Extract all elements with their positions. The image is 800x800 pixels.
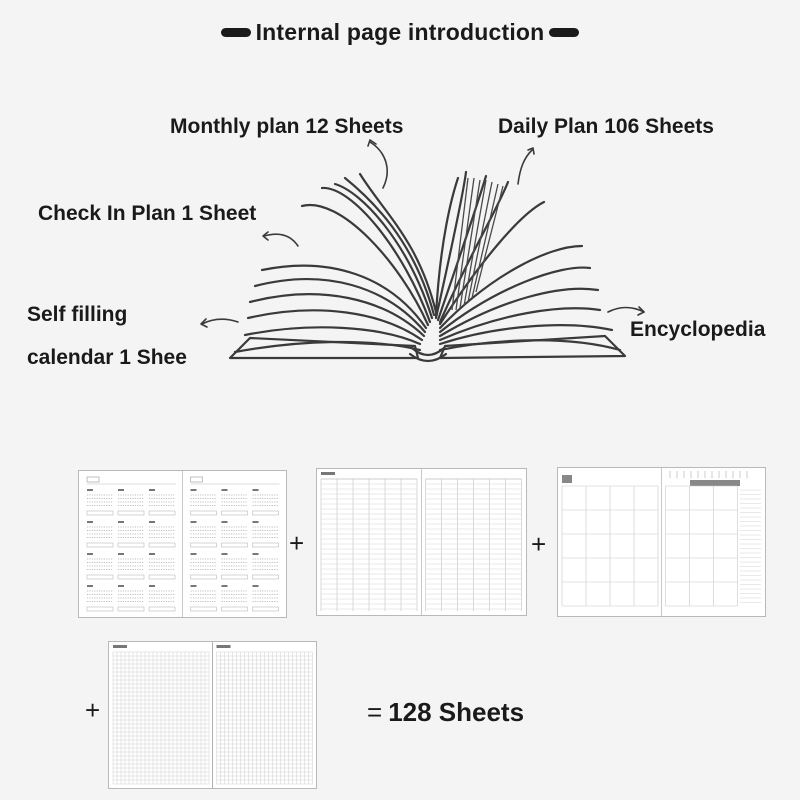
calendar-spread-image — [78, 470, 287, 618]
arrow-check-in — [264, 234, 298, 246]
plus-operator-1: + — [289, 528, 305, 558]
plus-operator-3: + — [85, 695, 101, 725]
page-title: Internal page introduction — [255, 18, 545, 45]
arrow-self-filling — [202, 319, 238, 324]
self-filling-label-line2: calendar 1 Shee — [27, 346, 187, 369]
equals-operator: = — [367, 697, 383, 727]
monthly-plan-label: Monthly plan 12 Sheets — [170, 115, 404, 138]
total-sheets — [367, 697, 524, 728]
daily-plan-label: Daily Plan 106 Sheets — [498, 115, 714, 138]
check-in-spread-image — [316, 468, 527, 616]
total-sheets-value: 128 Sheets — [388, 697, 525, 727]
check-in-grid-illustration — [317, 469, 526, 615]
grid-paper-illustration — [109, 642, 316, 788]
self-filling-label-line1: Self filling — [27, 303, 128, 326]
calendar-grid-illustration — [79, 471, 286, 617]
encyclopedia-label: Encyclopedia — [630, 318, 766, 341]
plus-operator-2: + — [531, 529, 547, 559]
daily-grid-spread-image — [108, 641, 317, 789]
monthly-planner-illustration — [558, 468, 765, 616]
check-in-plan-label: Check In Plan 1 Sheet — [38, 202, 257, 225]
arrow-monthly — [370, 142, 387, 188]
arrow-daily — [518, 150, 532, 184]
arrow-encyclopedia — [608, 308, 644, 313]
monthly-spread-image — [557, 467, 766, 617]
